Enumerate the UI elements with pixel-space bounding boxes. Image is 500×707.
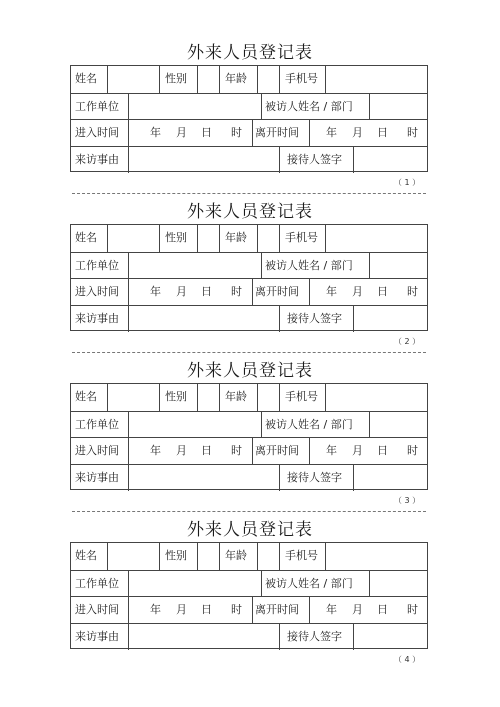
gender-label: 性别: [165, 72, 187, 85]
exit-time-label: 离开时间: [255, 444, 299, 457]
name-field[interactable]: [108, 225, 159, 252]
exit-time-field[interactable]: [310, 597, 427, 624]
form-number: （ 1 ）: [393, 178, 421, 187]
phone-field[interactable]: [326, 384, 427, 411]
registration-table: [70, 65, 428, 172]
workplace-field[interactable]: [129, 412, 261, 439]
hour-label: 时: [407, 285, 418, 298]
visit-reason-field[interactable]: [129, 147, 279, 174]
receiver-signature-label: 接待人签字: [287, 629, 342, 643]
workplace-label: 工作单位: [75, 417, 119, 431]
age-label: 年龄: [225, 390, 247, 403]
day-label: 日: [201, 285, 212, 298]
visit-reason-label: 来访事由: [75, 152, 119, 166]
hour-label: 时: [407, 444, 418, 457]
exit-time-field[interactable]: [310, 438, 427, 465]
receiver-signature-label: 接待人签字: [287, 470, 342, 484]
form-title: 外来人员登记表: [187, 43, 313, 63]
receiver-signature-field[interactable]: [354, 147, 427, 174]
phone-label: 手机号: [285, 231, 318, 244]
visit-reason-field[interactable]: [129, 624, 279, 651]
age-field[interactable]: [258, 66, 279, 93]
age-label: 年龄: [225, 231, 247, 244]
day-label: 日: [201, 444, 212, 457]
visit-reason-label: 来访事由: [75, 470, 119, 484]
phone-field[interactable]: [326, 543, 427, 570]
day-label: 日: [377, 444, 388, 457]
age-field[interactable]: [258, 543, 279, 570]
cut-line-divider: [72, 511, 426, 512]
month-label: 月: [176, 285, 187, 298]
visited-person-label: 被访人姓名 / 部门: [265, 258, 353, 272]
year-label: 年: [150, 603, 161, 616]
table-row: [71, 596, 427, 624]
phone-label: 手机号: [285, 390, 318, 403]
gender-field[interactable]: [198, 384, 219, 411]
phone-label: 手机号: [285, 549, 318, 562]
day-label: 日: [377, 126, 388, 139]
entry-time-label: 进入时间: [75, 444, 119, 457]
cut-line-divider: [72, 352, 426, 353]
phone-field[interactable]: [326, 66, 427, 93]
entry-time-field[interactable]: [129, 438, 252, 465]
entry-time-label: 进入时间: [75, 126, 119, 139]
visit-reason-field[interactable]: [129, 306, 279, 333]
exit-time-field[interactable]: [310, 279, 427, 306]
year-label: 年: [150, 444, 161, 457]
hour-label: 时: [407, 603, 418, 616]
table-row: [71, 437, 427, 465]
year-label: 年: [150, 126, 161, 139]
day-label: 日: [201, 603, 212, 616]
day-label: 日: [377, 285, 388, 298]
hour-label: 时: [231, 285, 242, 298]
year-label: 年: [326, 126, 337, 139]
phone-label: 手机号: [285, 72, 318, 85]
registration-form: [0, 40, 500, 200]
month-label: 月: [352, 126, 363, 139]
day-label: 日: [201, 126, 212, 139]
day-label: 日: [377, 603, 388, 616]
exit-time-label: 离开时间: [255, 285, 299, 298]
table-row: [71, 570, 427, 598]
month-label: 月: [352, 285, 363, 298]
age-label: 年龄: [225, 72, 247, 85]
year-label: 年: [326, 603, 337, 616]
workplace-label: 工作单位: [75, 258, 119, 272]
registration-table: [70, 542, 428, 649]
table-row: [71, 543, 427, 570]
receiver-signature-field[interactable]: [354, 624, 427, 651]
table-row: [71, 146, 427, 174]
month-label: 月: [352, 603, 363, 616]
visited-person-label: 被访人姓名 / 部门: [265, 417, 353, 431]
name-label: 姓名: [75, 231, 97, 244]
gender-label: 性别: [165, 549, 187, 562]
exit-time-label: 离开时间: [255, 603, 299, 616]
month-label: 月: [176, 126, 187, 139]
receiver-signature-label: 接待人签字: [287, 152, 342, 166]
form-title: 外来人员登记表: [187, 202, 313, 222]
form-number: （ 4 ）: [393, 655, 421, 664]
hour-label: 时: [231, 603, 242, 616]
table-row: [71, 305, 427, 333]
form-number: （ 3 ）: [393, 496, 421, 505]
month-label: 月: [352, 444, 363, 457]
table-row: [71, 225, 427, 252]
cut-line-divider: [72, 193, 426, 194]
age-field[interactable]: [258, 225, 279, 252]
entry-time-label: 进入时间: [75, 285, 119, 298]
table-row: [71, 623, 427, 651]
table-row: [71, 411, 427, 439]
visited-person-field[interactable]: [370, 253, 427, 280]
table-row: [71, 66, 427, 93]
gender-label: 性别: [165, 390, 187, 403]
year-label: 年: [150, 285, 161, 298]
month-label: 月: [176, 603, 187, 616]
visit-reason-label: 来访事由: [75, 311, 119, 325]
entry-time-label: 进入时间: [75, 603, 119, 616]
visit-reason-label: 来访事由: [75, 629, 119, 643]
workplace-label: 工作单位: [75, 99, 119, 113]
gender-field[interactable]: [198, 225, 219, 252]
hour-label: 时: [231, 126, 242, 139]
name-label: 姓名: [75, 72, 97, 85]
table-row: [71, 384, 427, 411]
age-field[interactable]: [258, 384, 279, 411]
year-label: 年: [326, 444, 337, 457]
visited-person-label: 被访人姓名 / 部门: [265, 576, 353, 590]
year-label: 年: [326, 285, 337, 298]
exit-time-field[interactable]: [310, 120, 427, 147]
table-row: [71, 464, 427, 492]
registration-form: [0, 517, 500, 677]
workplace-field[interactable]: [129, 571, 261, 598]
age-label: 年龄: [225, 549, 247, 562]
table-row: [71, 278, 427, 306]
entry-time-field[interactable]: [129, 279, 252, 306]
name-label: 姓名: [75, 549, 97, 562]
entry-time-field[interactable]: [129, 597, 252, 624]
name-label: 姓名: [75, 390, 97, 403]
gender-field[interactable]: [198, 543, 219, 570]
workplace-field[interactable]: [129, 94, 261, 121]
visited-person-field[interactable]: [370, 412, 427, 439]
registration-table: [70, 224, 428, 331]
registration-table: [70, 383, 428, 490]
table-row: [71, 93, 427, 121]
registration-form: [0, 199, 500, 359]
phone-field[interactable]: [326, 225, 427, 252]
month-label: 月: [176, 444, 187, 457]
receiver-signature-field[interactable]: [354, 306, 427, 333]
exit-time-label: 离开时间: [255, 126, 299, 139]
gender-field[interactable]: [198, 66, 219, 93]
name-field[interactable]: [108, 66, 159, 93]
form-title: 外来人员登记表: [187, 520, 313, 540]
visited-person-label: 被访人姓名 / 部门: [265, 99, 353, 113]
visit-reason-field[interactable]: [129, 465, 279, 492]
workplace-label: 工作单位: [75, 576, 119, 590]
visited-person-field[interactable]: [370, 571, 427, 598]
form-title: 外来人员登记表: [187, 361, 313, 381]
table-row: [71, 119, 427, 147]
hour-label: 时: [407, 126, 418, 139]
receiver-signature-field[interactable]: [354, 465, 427, 492]
hour-label: 时: [231, 444, 242, 457]
name-field[interactable]: [108, 543, 159, 570]
visited-person-field[interactable]: [370, 94, 427, 121]
workplace-field[interactable]: [129, 253, 261, 280]
table-row: [71, 252, 427, 280]
receiver-signature-label: 接待人签字: [287, 311, 342, 325]
gender-label: 性别: [165, 231, 187, 244]
name-field[interactable]: [108, 384, 159, 411]
form-number: （ 2 ）: [393, 337, 421, 346]
registration-form: [0, 358, 500, 518]
entry-time-field[interactable]: [129, 120, 252, 147]
